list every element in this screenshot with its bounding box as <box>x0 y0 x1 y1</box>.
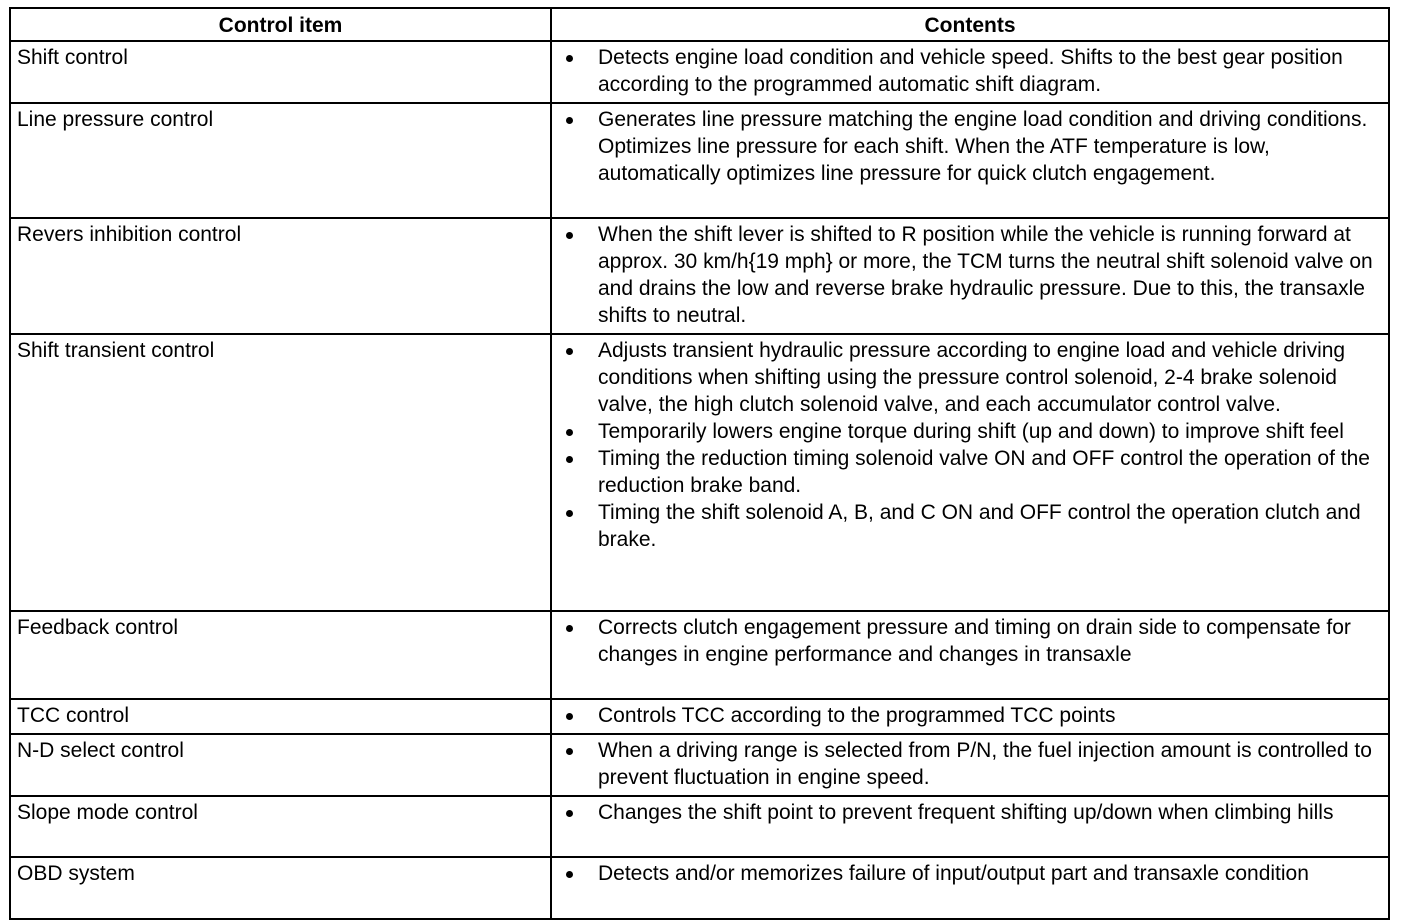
bullet-icon <box>566 232 573 239</box>
header-row <box>10 8 1389 41</box>
list-item-text: When the shift lever is shifted to R position while the vehicle is running forward at approx. 30 km/h{19 mph} or more, the TCM turns the neutral shift solenoid valve on and drains the low and reverse brake hydraulic pressure. Due to this, the transaxle shifts to neutral. <box>598 223 1373 327</box>
control-item-cell: OBD system <box>10 857 551 919</box>
table-row <box>10 218 1389 334</box>
header-contents: Contents <box>551 8 1389 41</box>
contents-list <box>560 702 1380 729</box>
table-row <box>10 699 1389 734</box>
table-row <box>10 41 1389 103</box>
contents-list <box>560 44 1380 98</box>
bullet-icon <box>566 117 573 124</box>
list-item <box>560 499 1380 553</box>
list-item <box>560 799 1380 826</box>
list-item-text: Detects engine load condition and vehicle speed. Shifts to the best gear position according to the programmed automatic shift diagram. <box>598 46 1343 96</box>
contents-list <box>560 614 1380 668</box>
list-item <box>560 702 1380 729</box>
bullet-icon <box>566 429 573 436</box>
control-item-cell: Feedback control <box>10 611 551 699</box>
bullet-icon <box>566 55 573 62</box>
control-items-table <box>9 7 1390 920</box>
list-item <box>560 445 1380 499</box>
contents-list <box>560 799 1380 826</box>
list-item <box>560 614 1380 668</box>
table-header <box>10 8 1389 41</box>
bullet-icon <box>566 456 573 463</box>
header-control-item: Control item <box>10 8 551 41</box>
contents-cell <box>551 734 1389 796</box>
control-item-cell: Slope mode control <box>10 796 551 857</box>
list-item <box>560 44 1380 98</box>
table-row <box>10 857 1389 919</box>
contents-cell <box>551 218 1389 334</box>
table-row <box>10 103 1389 218</box>
contents-cell <box>551 611 1389 699</box>
bullet-icon <box>566 748 573 755</box>
list-item-text: Changes the shift point to prevent frequent shifting up/down when climbing hills <box>598 801 1334 824</box>
control-item-cell: Shift transient control <box>10 334 551 611</box>
table-row <box>10 734 1389 796</box>
contents-cell <box>551 103 1389 218</box>
list-item-text: Adjusts transient hydraulic pressure according to engine load and vehicle driving conditions when shifting using the pressure control solenoid, 2-4 brake solenoid valve, the high clutch solenoid valve, and each accumulator control valve. <box>598 339 1346 416</box>
list-item <box>560 418 1380 445</box>
control-item-cell: N-D select control <box>10 734 551 796</box>
contents-list <box>560 337 1380 553</box>
list-item <box>560 737 1380 791</box>
contents-cell <box>551 41 1389 103</box>
table-row <box>10 611 1389 699</box>
list-item <box>560 106 1380 187</box>
contents-cell <box>551 699 1389 734</box>
bullet-icon <box>566 625 573 632</box>
contents-cell <box>551 796 1389 857</box>
bullet-icon <box>566 713 573 720</box>
table-row <box>10 334 1389 611</box>
bullet-icon <box>566 871 573 878</box>
contents-cell <box>551 334 1389 611</box>
bullet-icon <box>566 810 573 817</box>
control-item-cell: TCC control <box>10 699 551 734</box>
list-item <box>560 337 1380 418</box>
table-body <box>10 41 1389 919</box>
list-item-text: When a driving range is selected from P/N, the fuel injection amount is controlled to prevent fluctuation in engine speed. <box>598 739 1372 789</box>
contents-list <box>560 860 1380 887</box>
list-item-text: Detects and/or memorizes failure of input/output part and transaxle condition <box>598 862 1309 885</box>
contents-list <box>560 106 1380 187</box>
bullet-icon <box>566 510 573 517</box>
control-item-cell: Shift control <box>10 41 551 103</box>
list-item-text: Controls TCC according to the programmed TCC points <box>598 704 1116 727</box>
control-item-cell: Revers inhibition control <box>10 218 551 334</box>
list-item-text: Generates line pressure matching the engine load condition and driving conditions. Optimizes line pressure for each shift. When the ATF temperature is low, automatically optimizes line pressure for quick clutch engagement. <box>598 108 1368 185</box>
list-item <box>560 860 1380 887</box>
list-item-text: Timing the reduction timing solenoid valve ON and OFF control the operation of the reduction brake band. <box>598 447 1370 497</box>
contents-list <box>560 221 1380 329</box>
list-item-text: Timing the shift solenoid A, B, and C ON and OFF control the operation clutch and brake. <box>598 501 1361 551</box>
contents-cell <box>551 857 1389 919</box>
list-item <box>560 221 1380 329</box>
list-item-text: Temporarily lowers engine torque during shift (up and down) to improve shift feel <box>598 420 1344 443</box>
table-row <box>10 796 1389 857</box>
control-item-cell: Line pressure control <box>10 103 551 218</box>
list-item-text: Corrects clutch engagement pressure and timing on drain side to compensate for changes in engine performance and changes in transaxle <box>598 616 1351 666</box>
contents-list <box>560 737 1380 791</box>
bullet-icon <box>566 348 573 355</box>
